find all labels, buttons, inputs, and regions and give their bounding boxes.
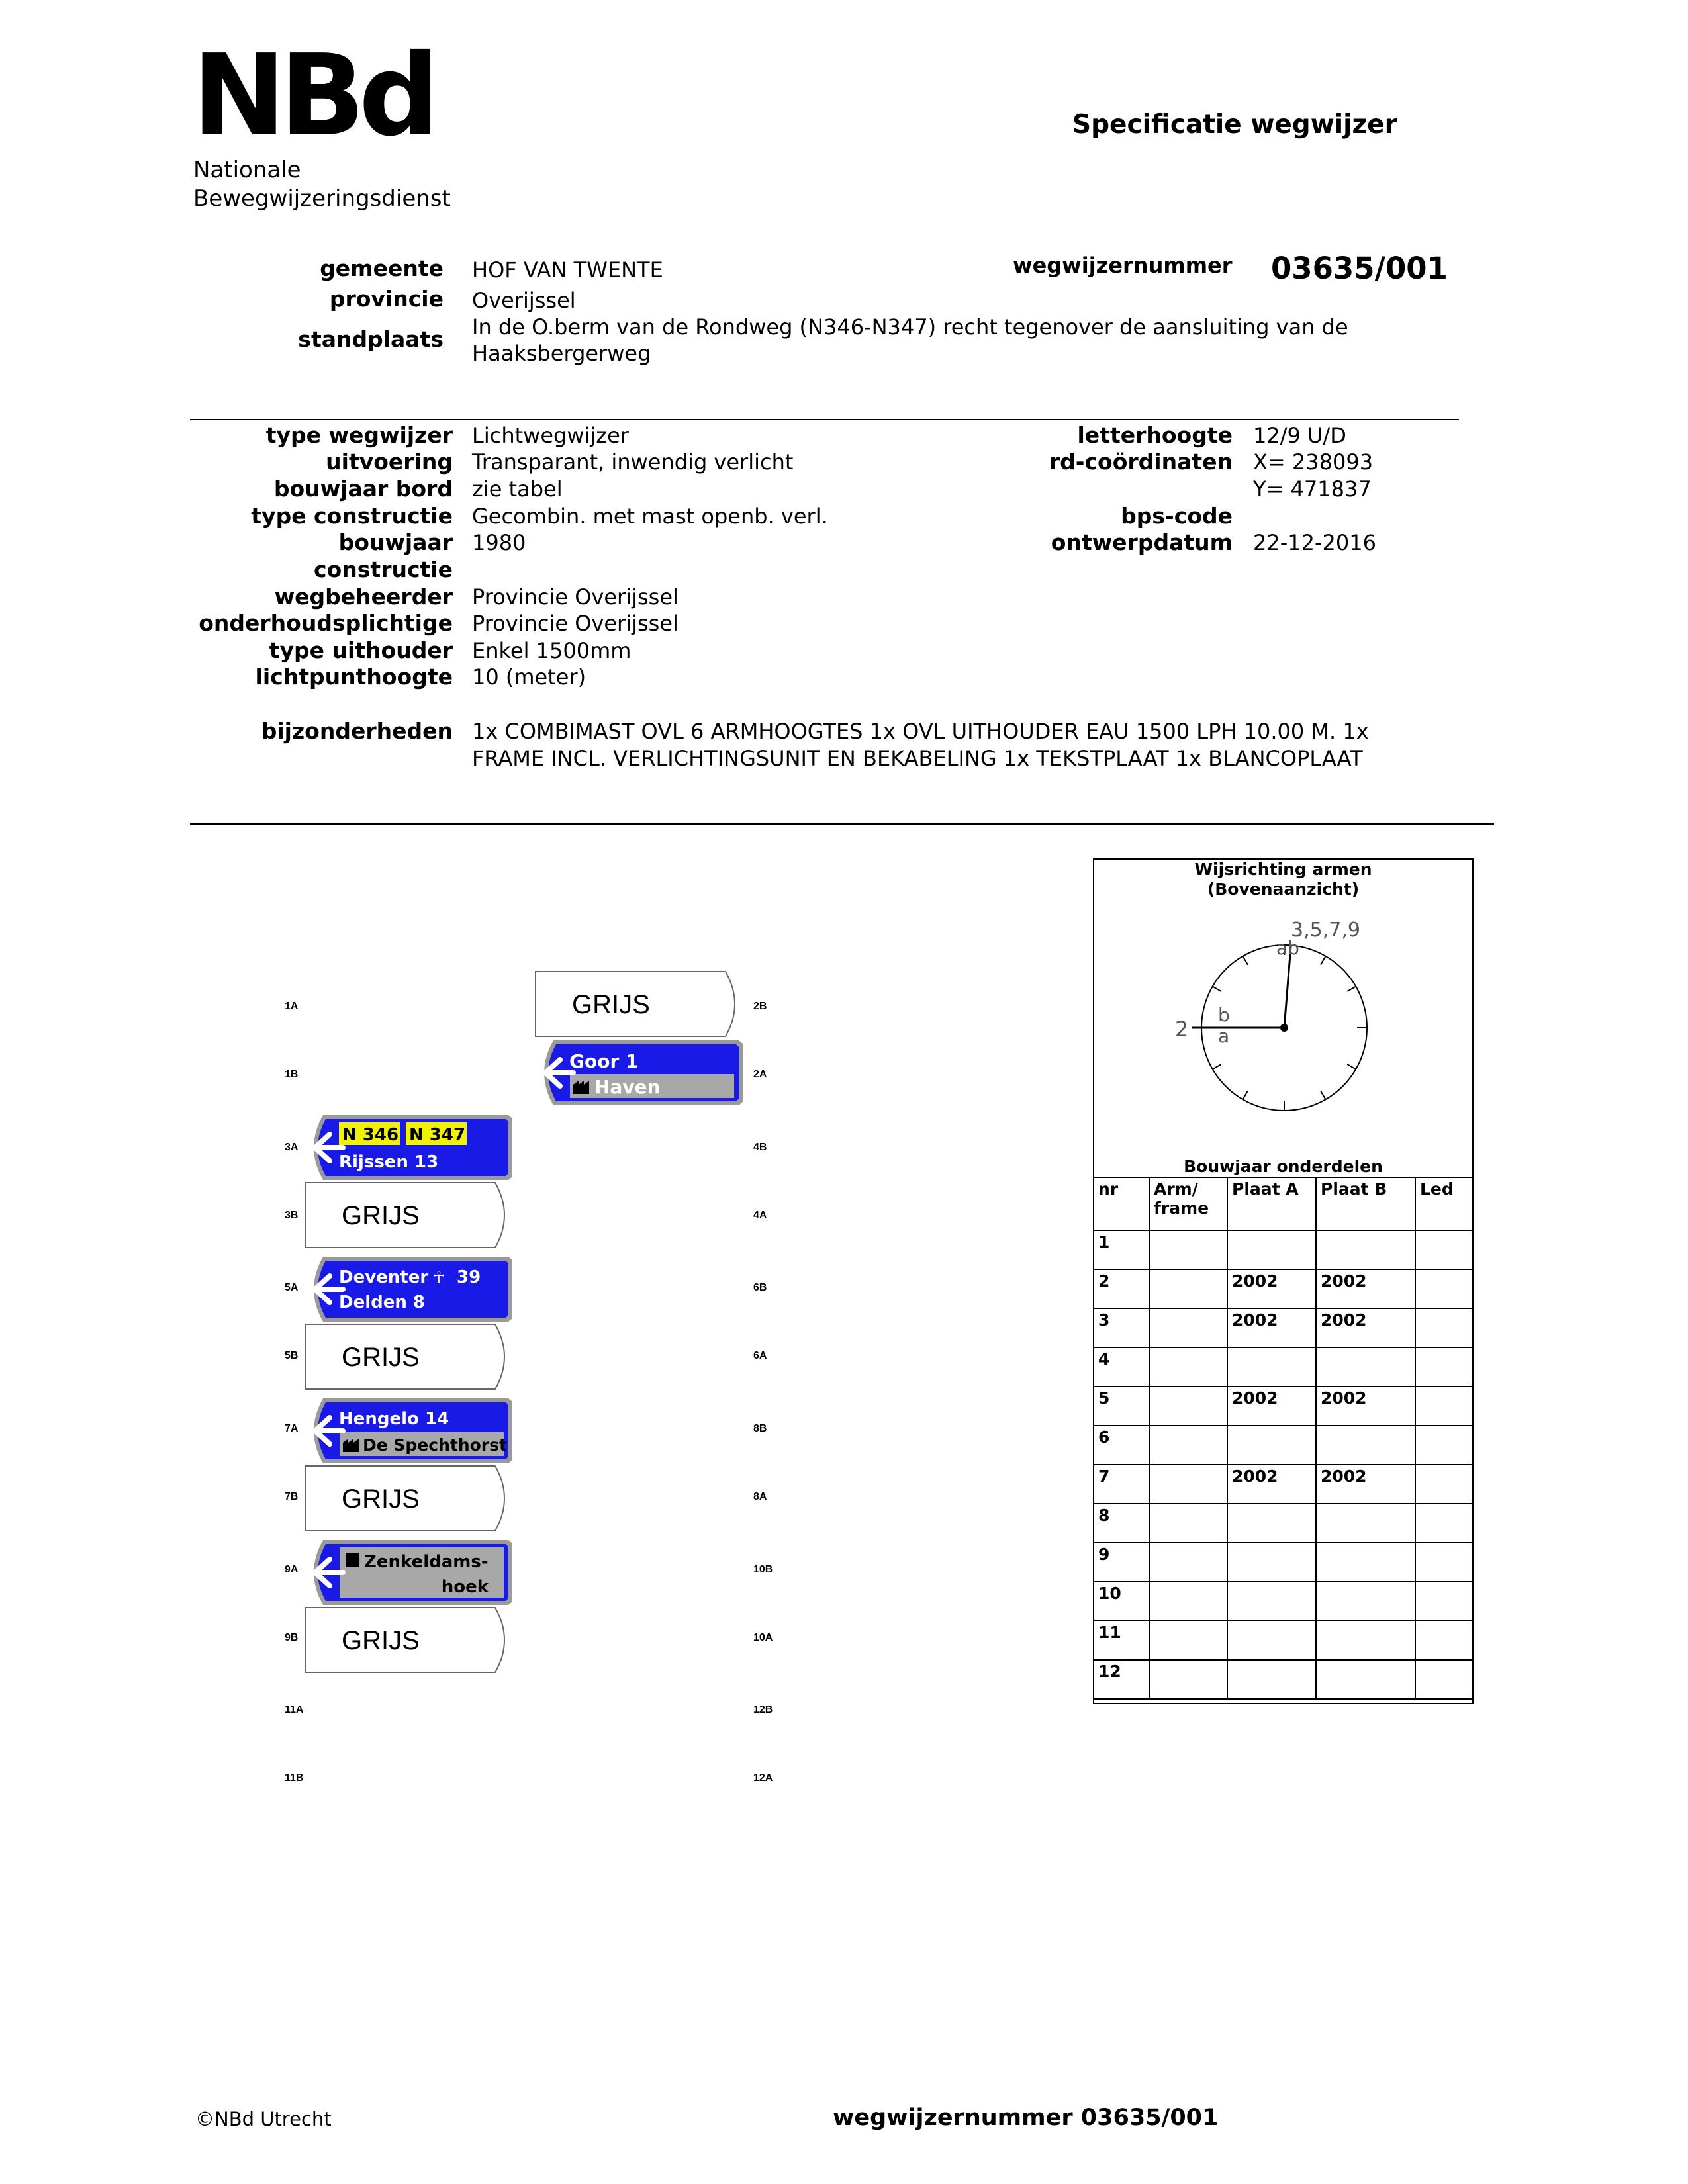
table-cell: 11 <box>1094 1621 1149 1660</box>
table-cell: 2002 <box>1316 1308 1415 1347</box>
bouwjaar-constructie-label-1: bouwjaar <box>338 529 453 555</box>
table-cell: 10 <box>1094 1582 1149 1621</box>
slot-label: 11A <box>285 1704 304 1715</box>
slot-label: 10A <box>753 1632 773 1643</box>
table-cell: 2002 <box>1227 1269 1316 1308</box>
table-cell <box>1149 1465 1227 1504</box>
table-header-cell: Plaat B <box>1316 1177 1415 1230</box>
table-cell <box>1316 1543 1415 1582</box>
table-cell: 12 <box>1094 1660 1149 1699</box>
type-uithouder-value: Enkel 1500mm <box>472 638 632 663</box>
table-cell <box>1149 1582 1227 1621</box>
type-wegwijzer-label: type wegwijzer <box>265 422 453 448</box>
slot-label: 6B <box>753 1282 767 1293</box>
table-cell <box>1316 1660 1415 1699</box>
standplaats-line-1: In de O.berm van de Rondweg (N346-N347) recht tegenover de aansluiting van de <box>472 314 1348 340</box>
rd-x-value: X= 238093 <box>1253 449 1374 475</box>
table-cell <box>1415 1582 1472 1621</box>
nbd-logo: NBd <box>192 30 433 161</box>
sign-5a-line-1: Deventer <box>339 1267 429 1287</box>
ontwerpdatum-label: ontwerpdatum <box>1051 529 1233 555</box>
slot-label: 11B <box>285 1772 304 1784</box>
bijzonderheden-line-1: 1x COMBIMAST OVL 6 ARMHOOGTES 1x OVL UITHOUDER EAU 1500 LPH 10.00 M. 1x <box>472 719 1369 744</box>
table-cell <box>1227 1621 1316 1660</box>
direction-label-b: b <box>1218 1004 1230 1026</box>
table-cell <box>1149 1230 1227 1269</box>
table-cell <box>1316 1426 1415 1465</box>
table-cell: 2002 <box>1227 1465 1316 1504</box>
table-cell <box>1415 1347 1472 1387</box>
slot-label: 9A <box>285 1564 299 1575</box>
sign-2b-grijs <box>534 970 747 1038</box>
direction-label-2: 2 <box>1175 1017 1189 1042</box>
type-wegwijzer-value: Lichtwegwijzer <box>472 423 629 448</box>
table-row <box>1094 1543 1472 1582</box>
divider-bottom <box>190 823 1494 825</box>
sign-7a-line-2: De Spechthorst <box>363 1435 507 1455</box>
slot-label: 1A <box>285 1001 299 1012</box>
table-cell: 2002 <box>1316 1387 1415 1426</box>
table-cell <box>1149 1543 1227 1582</box>
slot-label: 6A <box>753 1350 767 1361</box>
type-uithouder-label: type uithouder <box>269 637 453 663</box>
table-cell <box>1149 1269 1227 1308</box>
table-row <box>1094 1347 1472 1387</box>
slot-label: 10B <box>753 1564 773 1575</box>
onderhoudsplichtige-value: Provincie Overijssel <box>472 611 679 636</box>
table-header-cell: nr <box>1094 1177 1149 1230</box>
slot-label: 5A <box>285 1282 299 1293</box>
slot-label: 3B <box>285 1210 299 1221</box>
wegwijzernummer-label: wegwijzernummer <box>1013 253 1233 278</box>
clock-tick <box>1321 1091 1326 1099</box>
table-cell <box>1415 1230 1472 1269</box>
slot-label: 12A <box>753 1772 773 1784</box>
clock-tick <box>1347 987 1356 992</box>
sign-7b-grijs <box>303 1464 516 1533</box>
table-cell: 3 <box>1094 1308 1149 1347</box>
table-cell: 2 <box>1094 1269 1149 1308</box>
slot-label: 7B <box>285 1491 299 1502</box>
standplaats-label: standplaats <box>298 326 444 352</box>
table-cell: 9 <box>1094 1543 1149 1582</box>
clock-tick <box>1243 1091 1248 1099</box>
table-cell <box>1227 1230 1316 1269</box>
table-header-cell: Arm/ frame <box>1149 1177 1227 1230</box>
table-cell <box>1415 1387 1472 1426</box>
table-cell <box>1415 1621 1472 1660</box>
table-cell <box>1149 1621 1227 1660</box>
sign-5b-grijs <box>303 1322 516 1391</box>
sign-7b-text: GRIJS <box>342 1484 420 1514</box>
sign-7a <box>303 1396 516 1465</box>
table-cell <box>1415 1504 1472 1543</box>
table-row <box>1094 1308 1472 1347</box>
sign-5a-dist-1: 39 <box>457 1267 481 1287</box>
table-cell <box>1149 1426 1227 1465</box>
logo-line-1: Nationale <box>193 157 301 183</box>
footer-number: wegwijzernummer 03635/001 <box>833 2105 1219 2131</box>
direction-diagram <box>1165 913 1403 1132</box>
table-cell <box>1316 1347 1415 1387</box>
table-row <box>1094 1621 1472 1660</box>
table-cell <box>1415 1426 1472 1465</box>
clock-tick <box>1347 1064 1356 1069</box>
table-cell <box>1149 1504 1227 1543</box>
sign-9a <box>303 1538 516 1607</box>
sign-2a <box>534 1038 747 1107</box>
table-cell: 4 <box>1094 1347 1149 1387</box>
table-cell <box>1227 1504 1316 1543</box>
table-row <box>1094 1465 1472 1504</box>
type-constructie-label: type constructie <box>251 503 453 529</box>
direction-label-a: a <box>1218 1025 1230 1047</box>
sign-3b-grijs <box>303 1181 516 1250</box>
bouwjaar-constructie-label-2: constructie <box>314 557 453 582</box>
slot-label: 9B <box>285 1632 299 1643</box>
table-row <box>1094 1660 1472 1699</box>
center-dot <box>1280 1024 1288 1032</box>
wegbeheerder-label: wegbeheerder <box>274 584 453 610</box>
wegbeheerder-value: Provincie Overijssel <box>472 584 679 610</box>
provincie-value: Overijssel <box>472 288 576 313</box>
bouwjaar-bord-label: bouwjaar bord <box>273 476 453 502</box>
footer-copyright: ©NBd Utrecht <box>195 2108 332 2130</box>
direction-panel-title-2: (Bovenaanzicht) <box>1207 880 1360 899</box>
table-row <box>1094 1387 1472 1426</box>
table-cell <box>1149 1660 1227 1699</box>
wegwijzernummer-value: 03635/001 <box>1271 251 1448 286</box>
lichtpunthoogte-label: lichtpunthoogte <box>255 664 453 690</box>
direction-panel-title-1: Wijsrichting armen <box>1194 860 1372 879</box>
bouwjaar-bord-value: zie tabel <box>472 477 563 502</box>
table-cell <box>1415 1543 1472 1582</box>
table-cell <box>1149 1387 1227 1426</box>
building-icon <box>346 1553 359 1567</box>
lichtpunthoogte-value: 10 (meter) <box>472 664 586 690</box>
slot-label: 2B <box>753 1001 767 1012</box>
sign-2a-line-1: Goor 1 <box>569 1050 639 1072</box>
rd-coordinaten-label: rd-coördinaten <box>1049 449 1233 475</box>
slot-label: 7A <box>285 1423 299 1434</box>
sign-3a <box>303 1113 516 1182</box>
onderhoudsplichtige-label: onderhoudsplichtige <box>199 610 453 636</box>
table-cell <box>1316 1582 1415 1621</box>
letterhoogte-label: letterhoogte <box>1077 422 1233 448</box>
table-cell: 5 <box>1094 1387 1149 1426</box>
table-cell <box>1316 1230 1415 1269</box>
table-cell <box>1227 1582 1316 1621</box>
sign-5a <box>303 1255 516 1324</box>
slot-label: 4B <box>753 1142 767 1153</box>
table-cell: 2002 <box>1227 1308 1316 1347</box>
table-header-cell: Plaat A <box>1227 1177 1316 1230</box>
table-cell <box>1227 1426 1316 1465</box>
table-cell: 2002 <box>1316 1465 1415 1504</box>
table-header-cell: Led <box>1415 1177 1472 1230</box>
slot-label: 2A <box>753 1069 767 1080</box>
table-cell <box>1149 1347 1227 1387</box>
divider-top <box>190 419 1459 420</box>
provincie-label: provincie <box>329 286 444 312</box>
table-cell <box>1415 1269 1472 1308</box>
ontwerpdatum-value: 22-12-2016 <box>1253 530 1376 555</box>
direction-label-ab: ab <box>1276 937 1299 959</box>
bijzonderheden-line-2: FRAME INCL. VERLICHTINGSUNIT EN BEKABELING 1x TEKSTPLAAT 1x BLANCOPLAAT <box>472 746 1363 771</box>
slot-label: 1B <box>285 1069 299 1080</box>
document-title: Specificatie wegwijzer <box>1072 110 1397 140</box>
letterhoogte-value: 12/9 U/D <box>1253 423 1346 448</box>
table-header-row <box>1094 1177 1472 1230</box>
gemeente-label: gemeente <box>320 255 444 281</box>
table-cell <box>1415 1308 1472 1347</box>
slot-label: 8B <box>753 1423 767 1434</box>
clock-tick <box>1321 956 1326 965</box>
table-cell <box>1227 1347 1316 1387</box>
clock-tick <box>1213 987 1221 992</box>
bps-code-label: bps-code <box>1121 503 1233 529</box>
table-cell <box>1415 1660 1472 1699</box>
parts-table <box>1093 1177 1473 1700</box>
logo-line-2: Bewegwijzeringsdienst <box>193 185 451 212</box>
table-row <box>1094 1230 1472 1269</box>
clock-tick <box>1213 1064 1221 1069</box>
table-cell: 8 <box>1094 1504 1149 1543</box>
sign-9a-line-2: hoek <box>441 1577 489 1597</box>
table-row <box>1094 1582 1472 1621</box>
clock-tick <box>1243 956 1248 965</box>
table-row <box>1094 1426 1472 1465</box>
table-cell <box>1149 1308 1227 1347</box>
table-cell <box>1227 1543 1316 1582</box>
type-constructie-value: Gecombin. met mast openb. verl. <box>472 504 828 529</box>
rd-y-value: Y= 471837 <box>1253 477 1372 502</box>
bouwjaar-constructie-value: 1980 <box>472 530 526 555</box>
gemeente-value: HOF VAN TWENTE <box>472 257 663 283</box>
bijzonderheden-label: bijzonderheden <box>261 718 453 744</box>
slot-label: 4A <box>753 1210 767 1221</box>
sign-3a-line-2: Rijssen 13 <box>339 1152 439 1172</box>
sign-5b-text: GRIJS <box>342 1343 420 1372</box>
route-n346: N 346 <box>342 1125 399 1145</box>
slot-label: 8A <box>753 1491 767 1502</box>
table-cell: 2002 <box>1227 1387 1316 1426</box>
table-cell <box>1316 1504 1415 1543</box>
sign-2a-line-2: Haven <box>594 1076 661 1098</box>
table-cell <box>1415 1465 1472 1504</box>
parts-table-title: Bouwjaar onderdelen <box>1184 1157 1383 1176</box>
sign-3b-text: GRIJS <box>342 1201 420 1230</box>
sign-2b-text: GRIJS <box>572 990 650 1019</box>
sign-9b-text: GRIJS <box>342 1626 420 1655</box>
uitvoering-value: Transparant, inwendig verlicht <box>472 449 794 475</box>
slot-label: 5B <box>285 1350 299 1361</box>
table-cell <box>1316 1621 1415 1660</box>
route-n347: N 347 <box>409 1125 466 1145</box>
direction-label-top: 3,5,7,9 <box>1291 919 1360 942</box>
table-row <box>1094 1504 1472 1543</box>
sign-7a-line-1: Hengelo 14 <box>339 1409 449 1429</box>
slot-label: 12B <box>753 1704 773 1715</box>
sign-9b-grijs <box>303 1606 516 1674</box>
standplaats-line-2: Haaksbergerweg <box>472 341 651 366</box>
table-cell: 2002 <box>1316 1269 1415 1308</box>
table-row <box>1094 1269 1472 1308</box>
slot-label: 3A <box>285 1142 299 1153</box>
table-cell: 6 <box>1094 1426 1149 1465</box>
table-cell: 7 <box>1094 1465 1149 1504</box>
sign-5a-line-2: Delden 8 <box>339 1293 426 1312</box>
table-cell: 1 <box>1094 1230 1149 1269</box>
sign-9a-line-1: Zenkeldams- <box>364 1552 489 1572</box>
uitvoering-label: uitvoering <box>326 449 453 475</box>
table-cell <box>1227 1660 1316 1699</box>
hospital-icon: ☥ <box>433 1268 445 1287</box>
